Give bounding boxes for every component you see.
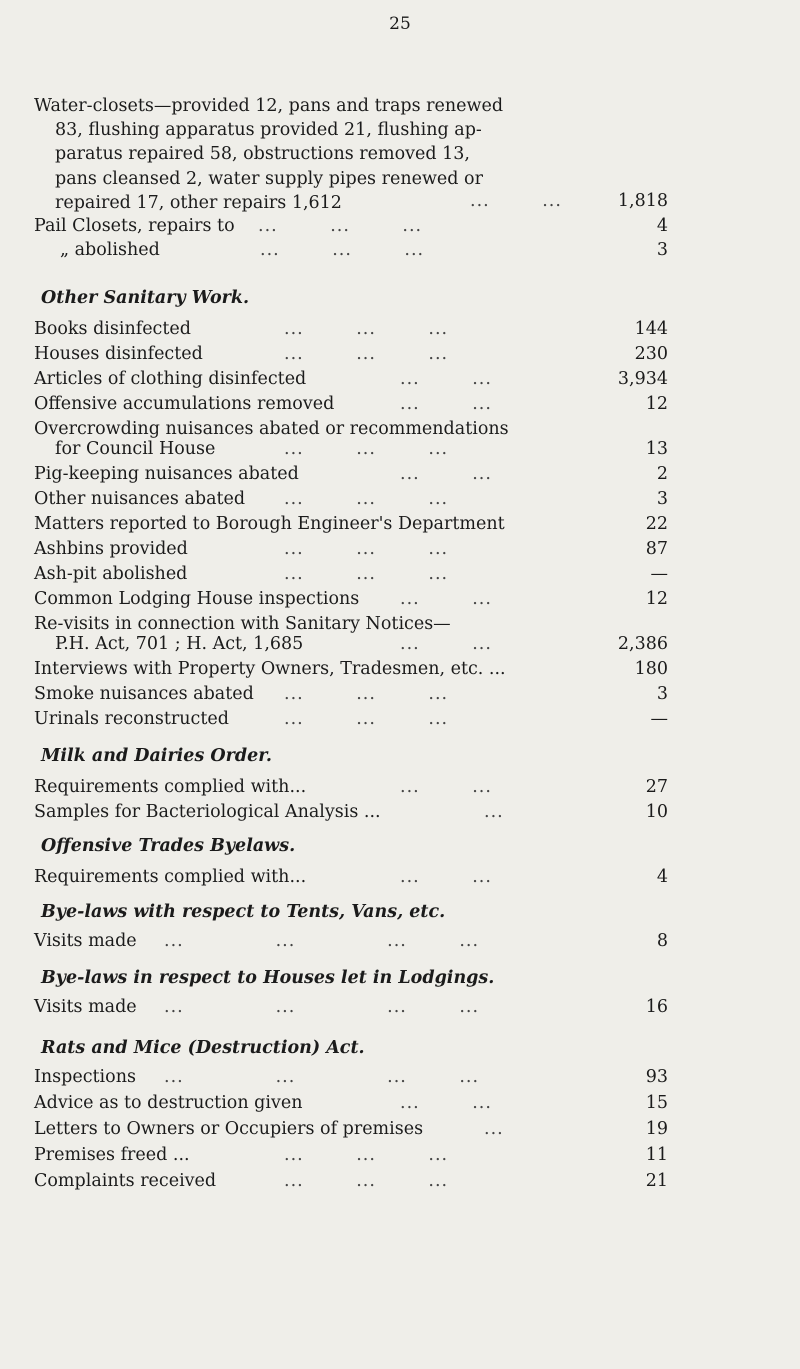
row-label: Letters to Owners or Occupiers of premises xyxy=(34,1119,424,1139)
row-value: — xyxy=(650,709,668,729)
row-label: Articles of clothing disinfected xyxy=(34,369,307,389)
row-label: Complaints received xyxy=(34,1171,217,1191)
row-value: 10 xyxy=(645,802,668,822)
row-label: Inspections xyxy=(34,1067,136,1087)
water-closets-line: repaired 17, other repairs 1,612 xyxy=(55,192,342,213)
section-heading-milk: Milk and Dairies Order. xyxy=(41,746,272,766)
row-label: Other nuisances abated xyxy=(34,489,246,509)
section-heading-rats: Rats and Mice (Destruction) Act. xyxy=(41,1038,365,1058)
row-value: 16 xyxy=(645,997,668,1017)
row-value: 4 xyxy=(656,216,668,236)
row-label: Common Lodging House inspections xyxy=(34,589,360,609)
row-label: Visits made xyxy=(34,931,137,951)
row-value: 4 xyxy=(656,867,668,887)
water-closets-line: pans cleansed 2, water supply pipes renewed or xyxy=(55,168,483,189)
row-value: 2,386 xyxy=(617,634,668,654)
row-value: 3 xyxy=(656,489,668,509)
list-item-label-line1: Re-visits in connection with Sanitary Notices— xyxy=(34,614,451,634)
row-label: Requirements complied with... xyxy=(34,867,307,887)
row-value: 8 xyxy=(656,931,668,951)
row-label: „ abolished xyxy=(60,240,160,260)
row-value: 19 xyxy=(645,1119,668,1139)
row-value: 180 xyxy=(634,659,668,679)
row-value: 144 xyxy=(634,319,668,339)
section-heading-lodgings: Bye-laws in respect to Houses let in Lodgings. xyxy=(41,968,495,988)
row-value: 13 xyxy=(645,439,668,459)
list-item-label-line1: Overcrowding nuisances abated or recommendations xyxy=(34,419,509,439)
row-label: Pig-keeping nuisances abated xyxy=(34,464,299,484)
row-label: Urinals reconstructed xyxy=(34,709,229,729)
row-value: 3 xyxy=(656,240,668,260)
section-heading-tents: Bye-laws with respect to Tents, Vans, etc. xyxy=(41,902,446,922)
water-closets-value: 1,818 xyxy=(617,191,668,211)
row-value: 2 xyxy=(656,464,668,484)
row-value: 93 xyxy=(645,1067,668,1087)
row-value: 21 xyxy=(645,1171,668,1191)
row-label: for Council House xyxy=(55,439,216,459)
section-heading-other: Other Sanitary Work. xyxy=(41,288,250,308)
row-label: Matters reported to Borough Engineer's Department xyxy=(34,514,505,534)
row-label: Samples for Bacteriological Analysis ... xyxy=(34,802,381,822)
row-label: Premises freed ... xyxy=(34,1145,190,1165)
row-label: Visits made xyxy=(34,997,137,1017)
row-label: Ashbins provided xyxy=(34,539,188,559)
row-value: 12 xyxy=(645,589,668,609)
row-label: Ash-pit abolished xyxy=(34,564,188,584)
section-heading-offensive: Offensive Trades Byelaws. xyxy=(41,836,296,856)
row-value: 15 xyxy=(645,1093,668,1113)
row-value: 12 xyxy=(645,394,668,414)
row-value: 230 xyxy=(634,344,668,364)
water-closets-line: Water-closets—provided 12, pans and traps renewed xyxy=(34,96,504,116)
row-value: 3,934 xyxy=(617,369,668,389)
row-value: 22 xyxy=(645,514,668,534)
row-value: 27 xyxy=(645,777,668,797)
row-label: Houses disinfected xyxy=(34,344,203,364)
row-label: Requirements complied with... xyxy=(34,777,307,797)
row-label: Offensive accumulations removed xyxy=(34,394,335,414)
row-label: Interviews with Property Owners, Tradesmen, etc. ... xyxy=(34,659,506,679)
row-value: 3 xyxy=(656,684,668,704)
page-number: 25 xyxy=(389,14,411,34)
row-value: — xyxy=(650,564,668,584)
row-value: 87 xyxy=(645,539,668,559)
row-label: Smoke nuisances abated xyxy=(34,684,254,704)
row-label: Advice as to destruction given xyxy=(34,1093,303,1113)
row-label: Books disinfected xyxy=(34,319,191,339)
water-closets-line: paratus repaired 58, obstructions removed 13, xyxy=(55,144,470,165)
row-value: 11 xyxy=(645,1145,668,1165)
row-label: Pail Closets, repairs to xyxy=(34,216,235,236)
row-label: P.H. Act, 701 ; H. Act, 1,685 xyxy=(55,634,304,654)
water-closets-line: 83, flushing apparatus provided 21, flushing ap- xyxy=(55,120,482,141)
